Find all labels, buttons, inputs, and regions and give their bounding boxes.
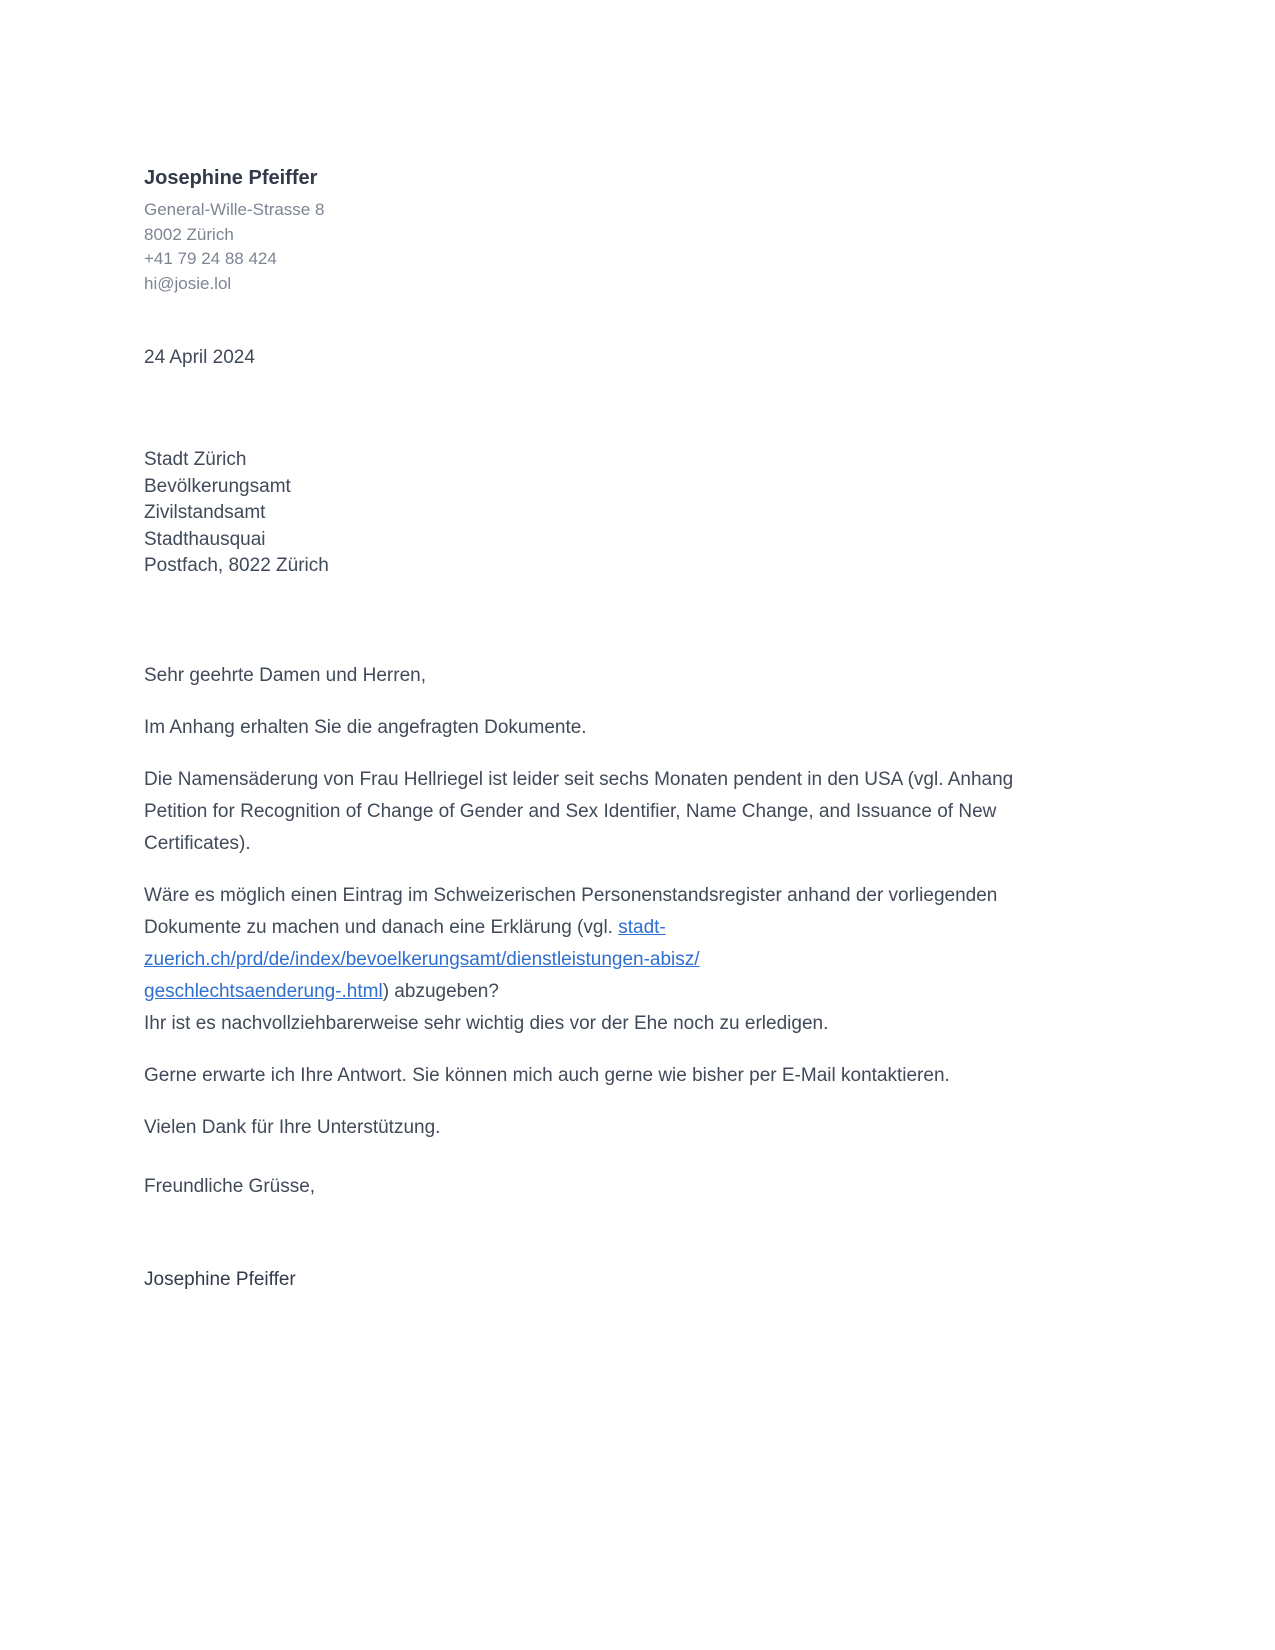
signature-name: Josephine Pfeiffer (144, 1268, 296, 1290)
paragraph-attachments: Im Anhang erhalten Sie die angefragten Dokumente. (144, 716, 587, 738)
sender-name: Josephine Pfeiffer (144, 167, 318, 189)
link-text-line1: stadt-zuerich.ch/prd/de/index/bevoelkerungsamt/dienstleistungen-abisz/ (144, 916, 700, 970)
recipient-line: Postfach, 8022 Zürich (144, 555, 329, 576)
recipient-block (144, 447, 1052, 580)
sender-block (144, 165, 1052, 296)
sender-phone: +41 79 24 88 424 (144, 249, 277, 268)
recipient-line: Stadthausquai (144, 528, 266, 550)
request-importance-note: Ihr ist es nachvollziehbarerweise sehr wichtig dies vor der Ehe noch zu erledigen. (144, 1012, 829, 1034)
paragraph-name-change-status: Die Namensäderung von Frau Hellriegel ist leider seit sechs Monaten pendent in den USA (vgl. Anhang Petition for Recognition of Change of Gender and Sex Identifier, Name Change, and Issuance of New Certificates). (144, 768, 1014, 854)
letter-content (144, 165, 1052, 1296)
paragraph-request (144, 880, 1052, 1040)
sender-street: General-Wille-Strasse 8 (144, 200, 325, 219)
letter-date: 24 April 2024 (144, 347, 255, 368)
paragraph-thanks: Vielen Dank für Ihre Unterstützung. (144, 1116, 441, 1138)
request-text-before-link: Wäre es möglich einen Eintrag im Schweizerischen Personenstandsregister anhand der vorliegenden Dokumente zu machen und danach eine Erklärung (vgl. (144, 884, 998, 938)
paragraph-reply-request: Gerne erwarte ich Ihre Antwort. Sie können mich auch gerne wie bisher per E-Mail kontaktieren. (144, 1064, 950, 1086)
sender-city: 8002 Zürich (144, 224, 234, 244)
closing: Freundliche Grüsse, (144, 1175, 316, 1197)
request-text-after-link: ) abzugeben? (382, 980, 499, 1002)
recipient-line: Zivilstandsamt (144, 502, 266, 523)
sender-email: hi@josie.lol (144, 273, 232, 293)
recipient-line: Bevölkerungsamt (144, 475, 291, 497)
letter-body (144, 660, 1052, 1296)
link-text-line2: geschlechtsaenderung-.html (144, 980, 383, 1002)
recipient-line: Stadt Zürich (144, 449, 247, 470)
salutation: Sehr geehrte Damen und Herren, (144, 664, 426, 686)
